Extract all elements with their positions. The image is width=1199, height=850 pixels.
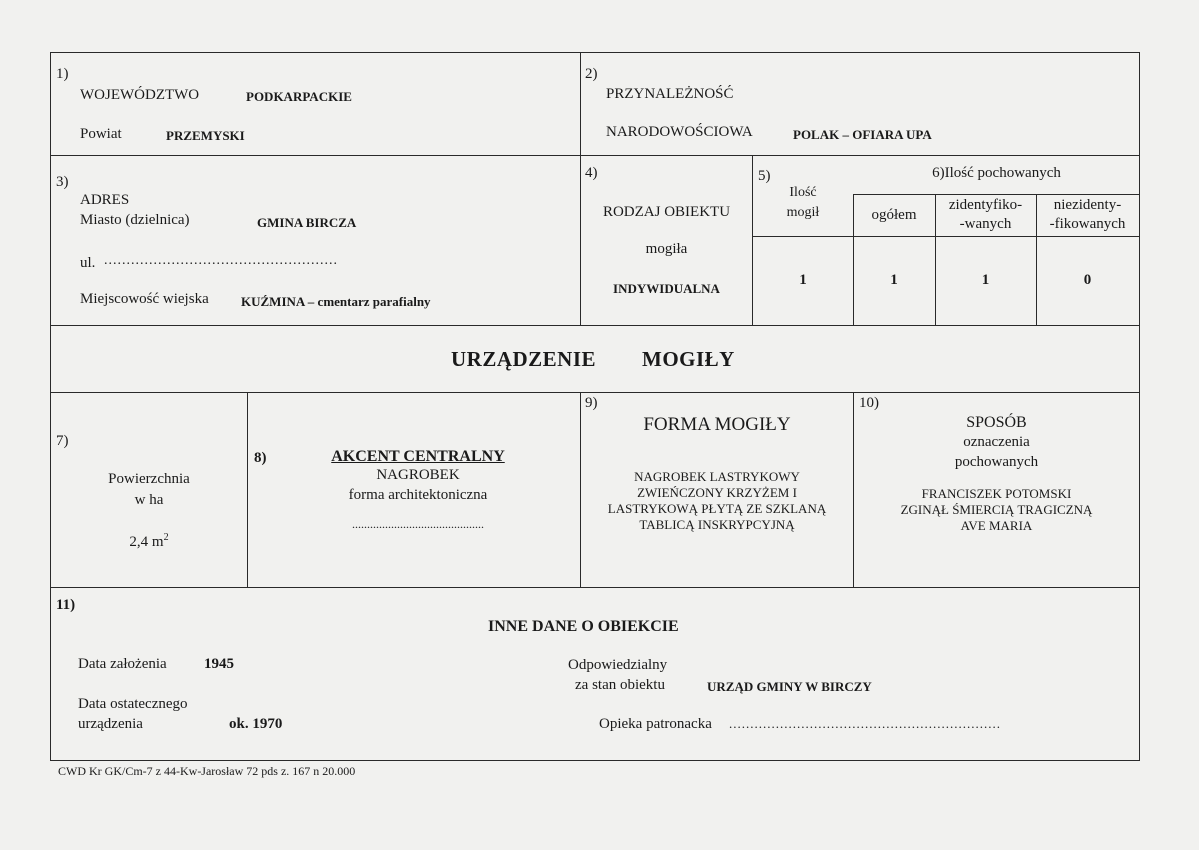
oznaczenia-label: oznaczenia [963,434,1030,450]
odpowiedzialny-value: URZĄD GMINY W BIRCZY [707,679,872,694]
mogila-label: mogiła [645,241,688,257]
forma-mogily-label: FORMA MOGIŁY [643,414,791,435]
narodowosciowa-label: NARODOWOŚCIOWA [606,124,753,140]
border-right [1139,52,1140,760]
s5-s6-header-line [752,236,1140,237]
wojewodztwo-label: WOJEWÓDZTWO [80,87,200,103]
urzadzenie-title: URZĄDZENIE [451,347,597,371]
inne-dane-title: INNE DANE O OBIEKCIE [488,618,679,635]
przynaleznosc-label: PRZYNALEŻNOŚĆ [606,86,734,102]
border-bottom [50,760,1140,761]
miejscowosc-value: KUŹMINA – cmentarz parafialny [241,294,431,309]
border-top [50,52,1140,53]
powierzchnia-number: 2,4 m [129,534,164,550]
row2-divider [50,325,1140,326]
s4-number: 4) [585,165,598,181]
powiat-label: Powiat [80,126,122,142]
pochowanych-label: pochowanych [954,454,1039,470]
rodzaj-obiektu-value: INDYWIDUALNA [613,281,720,296]
ulica-label: ul. [80,255,96,271]
form-footer-code: CWD Kr GK/Cm-7 z 44-Kw-Jarosław 72 pds z. 167 n 20.000 [58,764,356,778]
narodowosc-value: POLAK – OFIARA UPA [793,127,932,142]
forma-mogily-line-2: ZWIEŃCZONY KRZYŻEM I [637,485,797,500]
forma-mogily-line-1: NAGROBEK LASTRYKOWY [634,469,800,484]
s11-number: 11) [56,597,76,613]
powierzchnia-unit-exponent: 2 [163,532,169,543]
miasto-label: Miasto (dzielnica) [80,212,190,228]
mogil-label: mogił [786,205,820,220]
row3-divider [50,392,1140,393]
mogily-title: MOGIŁY [642,347,735,371]
sposob-label: SPOSÓB [966,414,1027,431]
s6-subheader-line [853,194,1140,195]
row1-divider [50,155,1140,156]
s7-number: 7) [56,433,69,449]
odpowiedzialny-label-2: za stan obiektu [575,677,665,693]
oznaczenie-line-1: FRANCISZEK POTOMSKI [921,486,1072,501]
s8-dots: ............................................ [352,517,484,531]
forma-architektoniczna-label: forma architektoniczna [348,487,488,503]
adres-label: ADRES [80,192,130,208]
akcent-centralny-value: AKCENT CENTRALNY [331,448,505,465]
opieka-patronacka-dots: ................................................................ [729,716,1001,731]
oznaczenie-line-3: AVE MARIA [960,518,1033,533]
opieka-patronacka-label: Opieka patronacka [599,716,712,732]
powierzchnia-label: Powierzchnia [108,471,190,487]
ilosc-mogil-value: 1 [799,272,807,288]
niezidentyfikowanych-label-1: niezidenty- [1053,197,1122,213]
forma-mogily-line-4: TABLICĄ INSKRYPCYJNĄ [639,517,795,532]
powierzchnia-value [51,532,247,551]
ulica-dots: .................................................... [104,253,338,268]
s10-number: 10) [859,395,879,411]
ogolem-label: ogółem [871,207,917,223]
ilosc-label: Ilość [789,185,817,200]
s1-number: 1) [56,66,69,82]
w-ha-label: w ha [134,492,164,508]
miasto-value: GMINA BIRCZA [257,215,357,230]
zidentyfikowanych-label-2: -wanych [959,216,1012,232]
s8-number: 8) [254,450,267,466]
niezidentyfikowanych-value: 0 [1083,272,1092,288]
powiat-value: PRZEMYSKI [166,128,245,143]
zidentyfikowanych-label-1: zidentyfiko- [948,197,1023,213]
rodzaj-obiektu-label: RODZAJ OBIEKTU [602,204,731,220]
data-zalozenia-label: Data założenia [78,656,167,672]
ogolem-value: 1 [890,272,898,288]
s9-number: 9) [585,395,598,411]
forma-mogily-line-3: LASTRYKOWĄ PŁYTĄ ZE SZKLANĄ [607,501,827,516]
col-split-752 [752,155,753,325]
ilosc-pochowanych-label: 6)Ilość pochowanych [932,165,1061,181]
data-ostatecznego-value: ok. 1970 [229,716,283,732]
s2-number: 2) [585,66,598,82]
wojewodztwo-value: PODKARPACKIE [246,89,352,104]
zidentyfikowanych-value: 1 [981,272,990,288]
nagrobek-label: NAGROBEK [376,467,460,483]
data-zalozenia-value: 1945 [204,656,234,672]
data-ostatecznego-label-1: Data ostatecznego [78,696,188,712]
s3-number: 3) [56,174,69,190]
data-ostatecznego-label-2: urządzenia [78,716,143,732]
s5-number: 5) [758,168,771,184]
odpowiedzialny-label-1: Odpowiedzialny [568,657,668,673]
oznaczenie-line-2: ZGINĄŁ ŚMIERCIĄ TRAGICZNĄ [900,502,1093,517]
niezidentyfikowanych-label-2: -fikowanych [1049,216,1126,232]
miejscowosc-label: Miejscowość wiejska [80,291,209,307]
border-left [50,52,51,760]
row4-divider [50,587,1140,588]
